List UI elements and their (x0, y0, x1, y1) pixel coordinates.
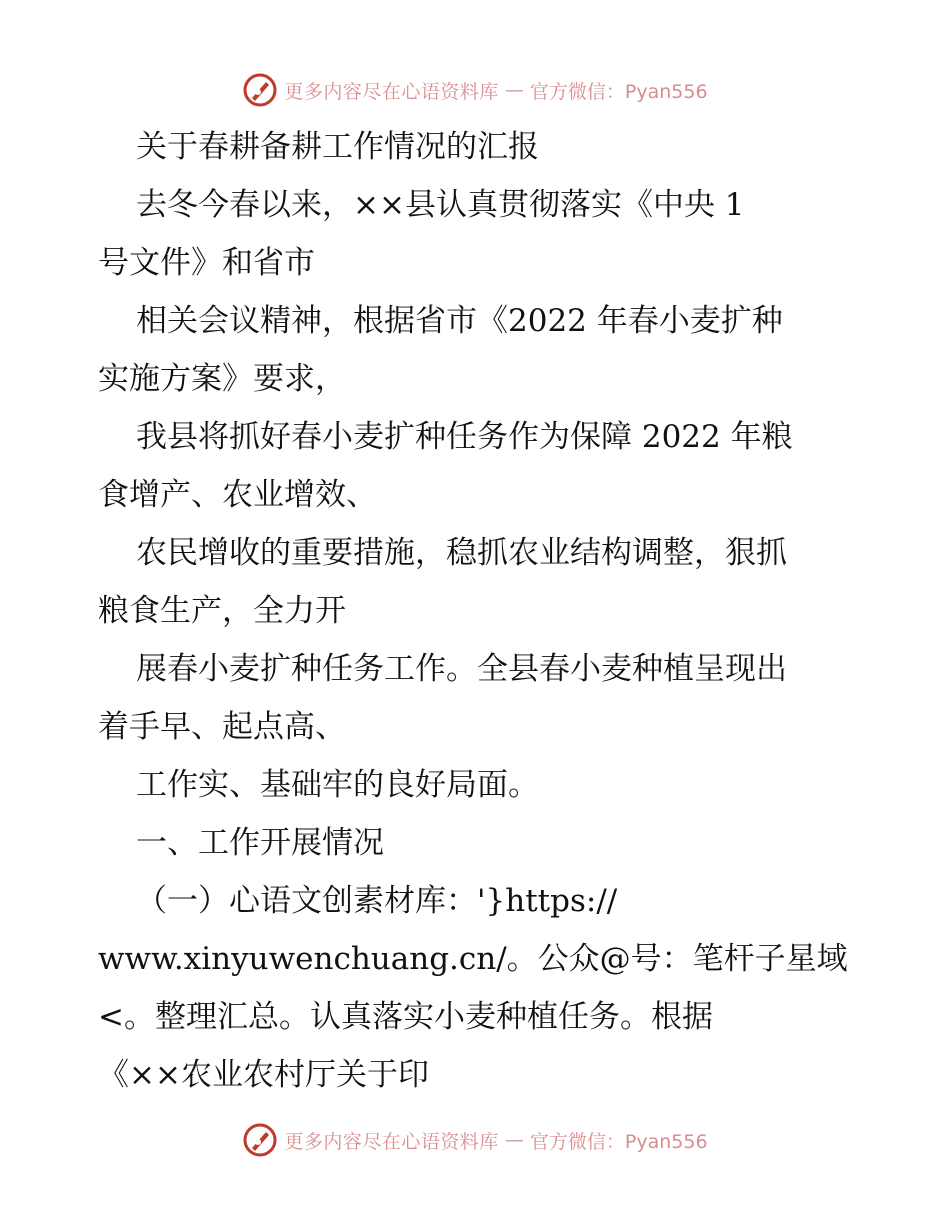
watermark-wechat: 官方微信：Pyan556 (529, 80, 708, 103)
watermark-separator: — (504, 1129, 524, 1151)
paragraph-line: 号文件》和省市 (98, 245, 315, 281)
paragraph-line: （一）心语文创素材库：'}https:// (136, 883, 618, 919)
pen-logo-icon (242, 72, 278, 108)
watermark-text: 更多内容尽在心语资料库 (284, 80, 499, 103)
paragraph-line: 农民增收的重要措施，稳抓农业结构调整，狠抓 (136, 535, 787, 571)
header-watermark (0, 70, 950, 110)
pen-logo-icon (242, 1122, 278, 1158)
paragraph-line: 实施方案》要求， (98, 361, 346, 397)
paragraph-line: 食增产、农业增效、 (98, 477, 377, 513)
paragraph-line: 我县将抓好春小麦扩种任务作为保障 2022 年粮 (136, 419, 793, 455)
paragraph-line: www.xinyuwenchuang.cn/。公众@号：笔杆子星域 (98, 941, 848, 977)
paragraph-line: 工作实、基础牢的良好局面。 (136, 767, 539, 803)
watermark-separator: — (504, 79, 524, 101)
paragraph-line: 着手早、起点高、 (98, 709, 346, 745)
document-body (98, 118, 858, 1104)
document-title: 关于春耕备耕工作情况的汇报 (136, 129, 539, 165)
paragraph-line: 展春小麦扩种任务工作。全县春小麦种植呈现出 (136, 651, 787, 687)
watermark-text: 更多内容尽在心语资料库 (284, 1130, 499, 1153)
paragraph-line: 去冬今春以来，××县认真贯彻落实《中央 1 (136, 187, 745, 223)
watermark-wechat: 官方微信：Pyan556 (529, 1130, 708, 1153)
paragraph-line: 《××农业农村厅关于印 (98, 1057, 429, 1093)
paragraph-line: 粮食生产，全力开 (98, 593, 346, 629)
section-heading: 一、工作开展情况 (136, 825, 384, 861)
paragraph-line: 相关会议精神，根据省市《2022 年春小麦扩种 (136, 303, 783, 339)
paragraph-line: <。整理汇总。认真落实小麦种植任务。根据 (98, 999, 713, 1035)
footer-watermark (0, 1120, 950, 1160)
